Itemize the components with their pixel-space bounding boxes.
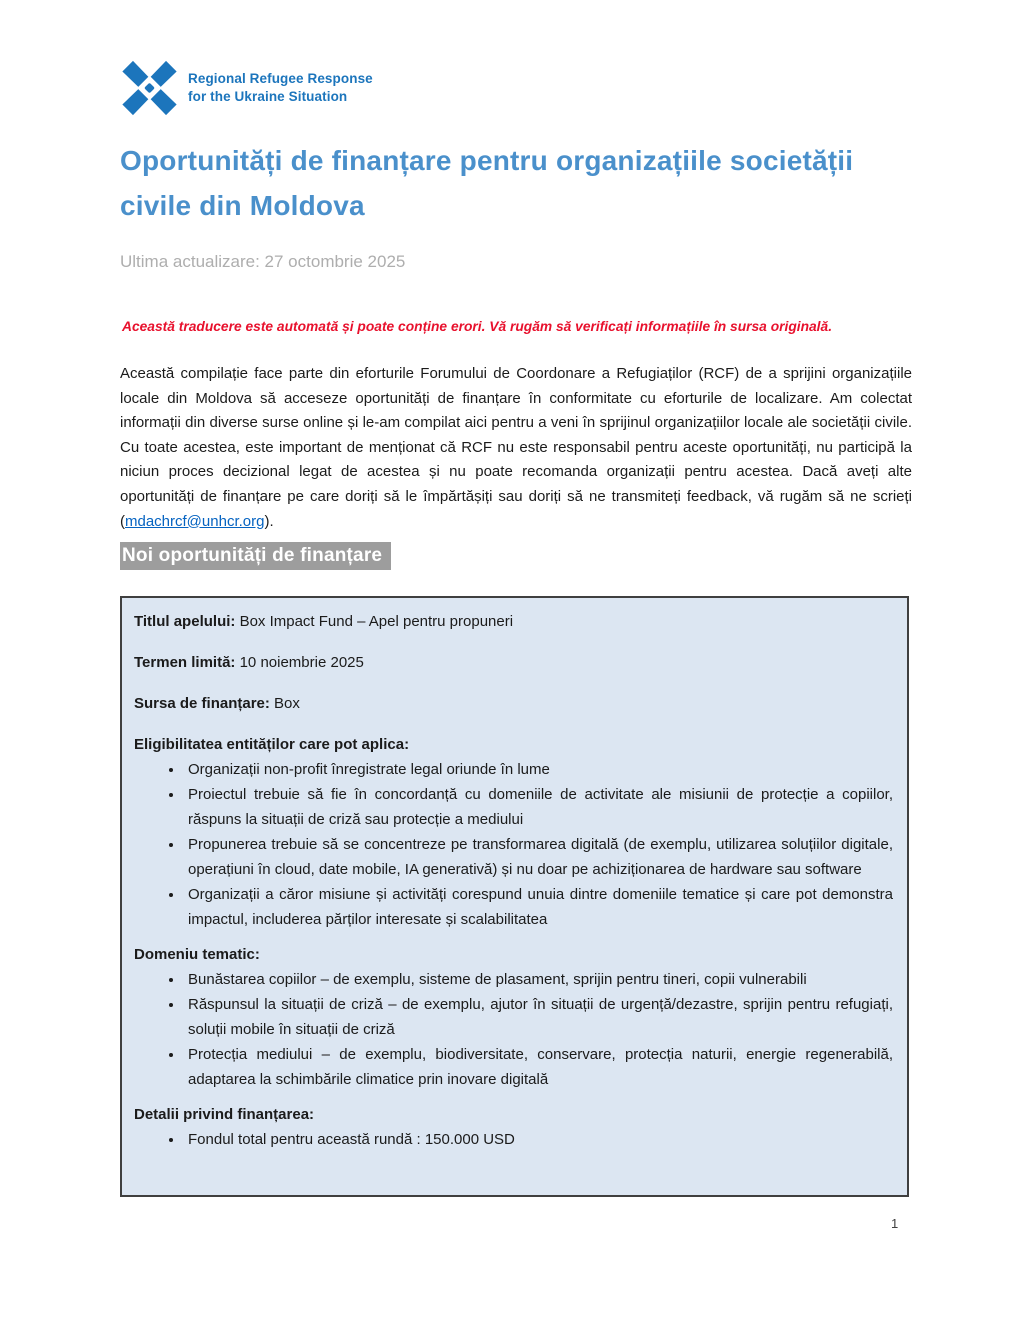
call-source-line: [134, 691, 893, 716]
funding-details-list: [134, 1127, 893, 1152]
rrr-pinwheel-icon: [120, 56, 179, 120]
page-number: 1: [891, 1216, 899, 1231]
eligibility-item: • Proiectul trebuie să fie în concordanță cu domeniile de activitate ale misiunii de protecție a copiilor, răspuns la situații de criză sau protecție a mediului: [184, 782, 893, 832]
logo-line-1: Regional Refugee Response: [188, 71, 373, 87]
page-title: Oportunități de finanțare pentru organizațiile societății civile din Moldova: [120, 145, 854, 222]
eligibility-item: • Organizații non-profit înregistrate legal oriunde în lume: [184, 757, 893, 782]
translation-notice: Această traducere este automată și poate conține erori. Vă rugăm să verificați informațiile în sursa originală.: [122, 319, 833, 334]
call-title-value: Box Impact Fund – Apel pentru propuneri: [239, 613, 514, 630]
call-source-value: Box: [274, 695, 300, 712]
intro-text-after-link: ).: [264, 512, 274, 530]
theme-item: • Bunăstarea copiilor – de exemplu, sisteme de plasament, sprijin pentru tineri, copii vulnerabili: [184, 967, 893, 992]
eligibility-item: • Organizații a căror misiune și activități corespund unuia dintre domeniile tematice și care pot demonstra impactul, includerea părților interesate și scalabilitatea: [184, 882, 893, 932]
last-updated-text: Ultima actualizare: 27 octombrie 2025: [120, 252, 406, 271]
email-link[interactable]: mdachrcf@unhcr.org: [125, 512, 265, 530]
call-source-label: Sursa de finanțare:: [134, 695, 270, 712]
call-deadline-line: [134, 650, 893, 675]
funding-details-label: Detalii privind finanțarea:: [134, 1106, 315, 1123]
call-deadline-label: Termen limită:: [134, 654, 236, 671]
funding-details-item: • Fondul total pentru această rundă : 150.000 USD: [184, 1127, 893, 1152]
intro-text-before-link: Această compilație face parte din eforturile Forumului de Coordonare a Refugiaților (RCF) de a sprijini organizațiile locale din Moldova să acceseze oportunități de finanțare în conformitate cu eforturile de localizare. Am colectat informații din diverse surse online și le-am compilat aici pentru a veni în sprijinul organizațiilor locale ale societății civile. Cu toate acestea, este important de menționat că RCF nu este responsabil pentru aceste oportunități, nu participă la niciun proces decizional legat de acestea și nu poate recomanda organizații pentru acestea. Dacă aveți alte oportunități de finanțare pe care doriți să le împărtășiți sau doriți să ne transmiteți feedback, vă rugăm să ne scrieți (: [120, 365, 912, 530]
theme-item: • Răspunsul la situații de criză – de exemplu, ajutor în situații de urgență/dezastre, sprijin pentru refugiați, soluții mobile în situații de criză: [184, 992, 893, 1042]
eligibility-label: Eligibilitatea entităților care pot aplica:: [134, 736, 410, 753]
call-deadline-value: 10 noiembrie 2025: [239, 654, 364, 671]
theme-label: Domeniu tematic:: [134, 946, 260, 963]
intro-paragraph: [120, 362, 912, 534]
eligibility-list: [134, 757, 893, 932]
call-title-line: [134, 609, 893, 634]
eligibility-item: • Propunerea trebuie să se concentreze pe transformarea digitală (de exemplu, utilizarea soluțiilor digitale, operațiuni în cloud, date mobile, IA generativă) și nu doar pe achiziționarea de hardware sau software: [184, 832, 893, 882]
logo: [120, 56, 373, 120]
theme-list: [134, 967, 893, 1092]
logo-wordmark: [188, 70, 373, 106]
call-title-label: Titlul apelului:: [134, 613, 236, 630]
funding-call-box: [120, 596, 909, 1197]
logo-line-2: for the Ukraine Situation: [188, 89, 348, 104]
section-heading-highlight: Noi oportunități de finanțare: [120, 542, 391, 570]
theme-item: • Protecția mediului – de exemplu, biodiversitate, conservare, protecția naturii, energie regenerabilă, adaptarea la schimbările climatice prin inovare digitală: [184, 1042, 893, 1092]
section-heading-new-opportunities: [120, 545, 391, 567]
